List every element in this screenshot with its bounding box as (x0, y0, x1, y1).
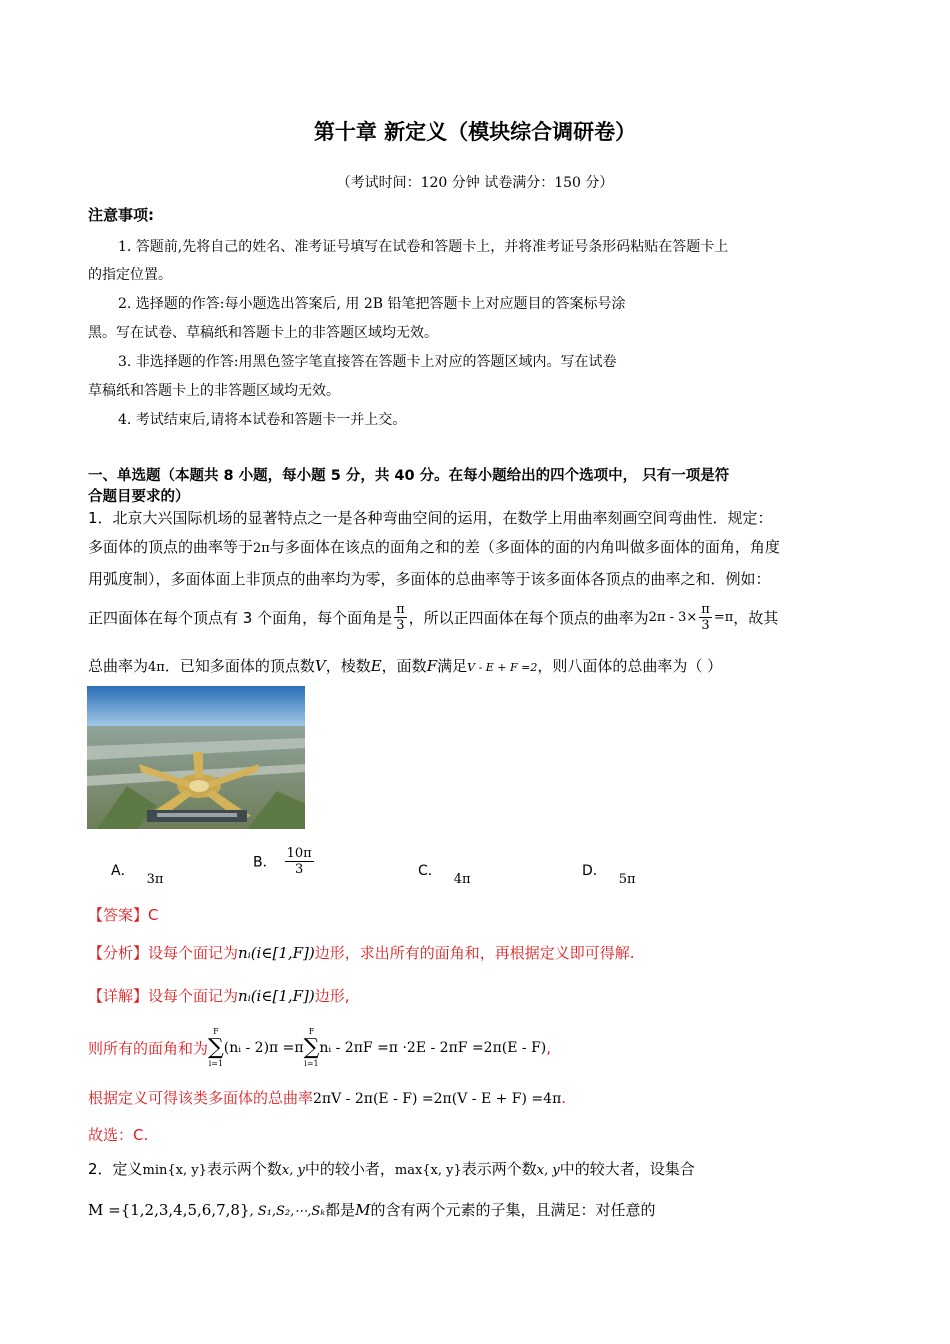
definition-line: 根据定义可得该类多面体的总曲率2πV - 2π(E - F) =2π(V - E + F) =4π. (88, 1089, 567, 1107)
q1-line: 用弧度制），多面体面上非顶点的曲率均为零，多面体的总曲率等于该多面体各顶点的曲率之和．例如： (88, 570, 771, 588)
sum-line: 则所有的面角和为 F ∑ i=1 (nᵢ - 2)π =π F ∑ i=1 nᵢ - 2πF =π ·2E - 2πF =2π(E - F), (88, 1027, 552, 1068)
option-d[interactable]: D．5π (582, 863, 636, 887)
notice-heading: 注意事项: (88, 206, 154, 224)
section-heading: 一、单选题（本题共 8 小题，每小题 5 分，共 40 分。在每小题给出的四个选项中， 只有一项是符 (88, 468, 730, 484)
notice-line: 2. 选择题的作答:每小题选出答案后, 用 2B 铅笔把答题卡上对应题目的答案标号涂 (118, 296, 626, 312)
option-b[interactable]: B． $\frac{10\pi}{3}$ (253, 846, 312, 877)
detail-line: 【详解】设每个面记为nᵢ(i∈[1,F])边形, (88, 987, 350, 1005)
analysis-line: 【分析】设每个面记为nᵢ(i∈[1,F])边形，求出所有的面角和，再根据定义即可得解. (88, 944, 635, 962)
notice-line: 黑。写在试卷、草稿纸和答题卡上的非答题区域均无效。 (88, 325, 438, 341)
q1-line: 正四面体在每个顶点有 3 个面角，每个面角是 $\frac{\pi}{3}$ ，所以正四面体在每个顶点的曲率为2π - 3× $\frac{\pi}{3}$ =π，故其 (88, 602, 779, 633)
sum-symbol: F ∑ i=1 (208, 1027, 224, 1068)
fraction: $\frac{\pi}{3}$ (701, 602, 710, 633)
q2-line: M ={1,2,3,4,5,6,7,8}, S₁,S₂,⋯,Sₖ都是M的含有两个元素的子集，且满足：对任意的 (88, 1201, 656, 1219)
q1-line: 总曲率为4π．已知多面体的顶点数V，棱数E，面数F满足V - E + F =2，则八面体的总曲率为（ ） (88, 657, 723, 675)
option-a[interactable]: A．3π (111, 863, 164, 887)
notice-line: 4. 考试结束后,请将本试卷和答题卡一并上交。 (118, 412, 407, 428)
fraction: $\frac{\pi}{3}$ (396, 602, 405, 633)
exam-info: （考试时间：120 分钟 试卷满分：150 分） (336, 175, 614, 191)
sum-symbol: F ∑ i=1 (303, 1027, 320, 1068)
option-c[interactable]: C．4π (418, 863, 471, 887)
q1-line: 1．北京大兴国际机场的显著特点之一是各种弯曲空间的运用，在数学上用曲率刻画空间弯曲性．规定： (88, 509, 773, 527)
notice-line: 3. 非选择题的作答:用黑色签字笔直接答在答题卡上对应的答题区域内。写在试卷 (118, 354, 617, 370)
q2-line: 2．定义min{x, y}表示两个数x, y中的较小者，max{x, y}表示两个数x, y中的较大者，设集合 (88, 1160, 695, 1178)
page-title: 第十章 新定义（模块综合调研卷） (313, 120, 637, 144)
notice-line: 的指定位置。 (88, 267, 172, 283)
airport-image-icon (87, 686, 305, 829)
airport-photo (87, 686, 305, 829)
choose-line: 故选：C. (88, 1126, 149, 1144)
answer-line: 【答案】C (88, 906, 159, 924)
section-heading-cont: 合题目要求的） (88, 489, 190, 505)
notice-line: 1. 答题前,先将自己的姓名、准考证号填写在试卷和答题卡上，并将准考证号条形码粘贴在答题卡上 (118, 239, 729, 255)
notice-line: 草稿纸和答题卡上的非答题区域均无效。 (88, 383, 340, 399)
q1-line: 多面体的顶点的曲率等于2π与多面体在该点的面角之和的差（多面体的面的内角叫做多面体的面角，角度 (88, 538, 780, 556)
